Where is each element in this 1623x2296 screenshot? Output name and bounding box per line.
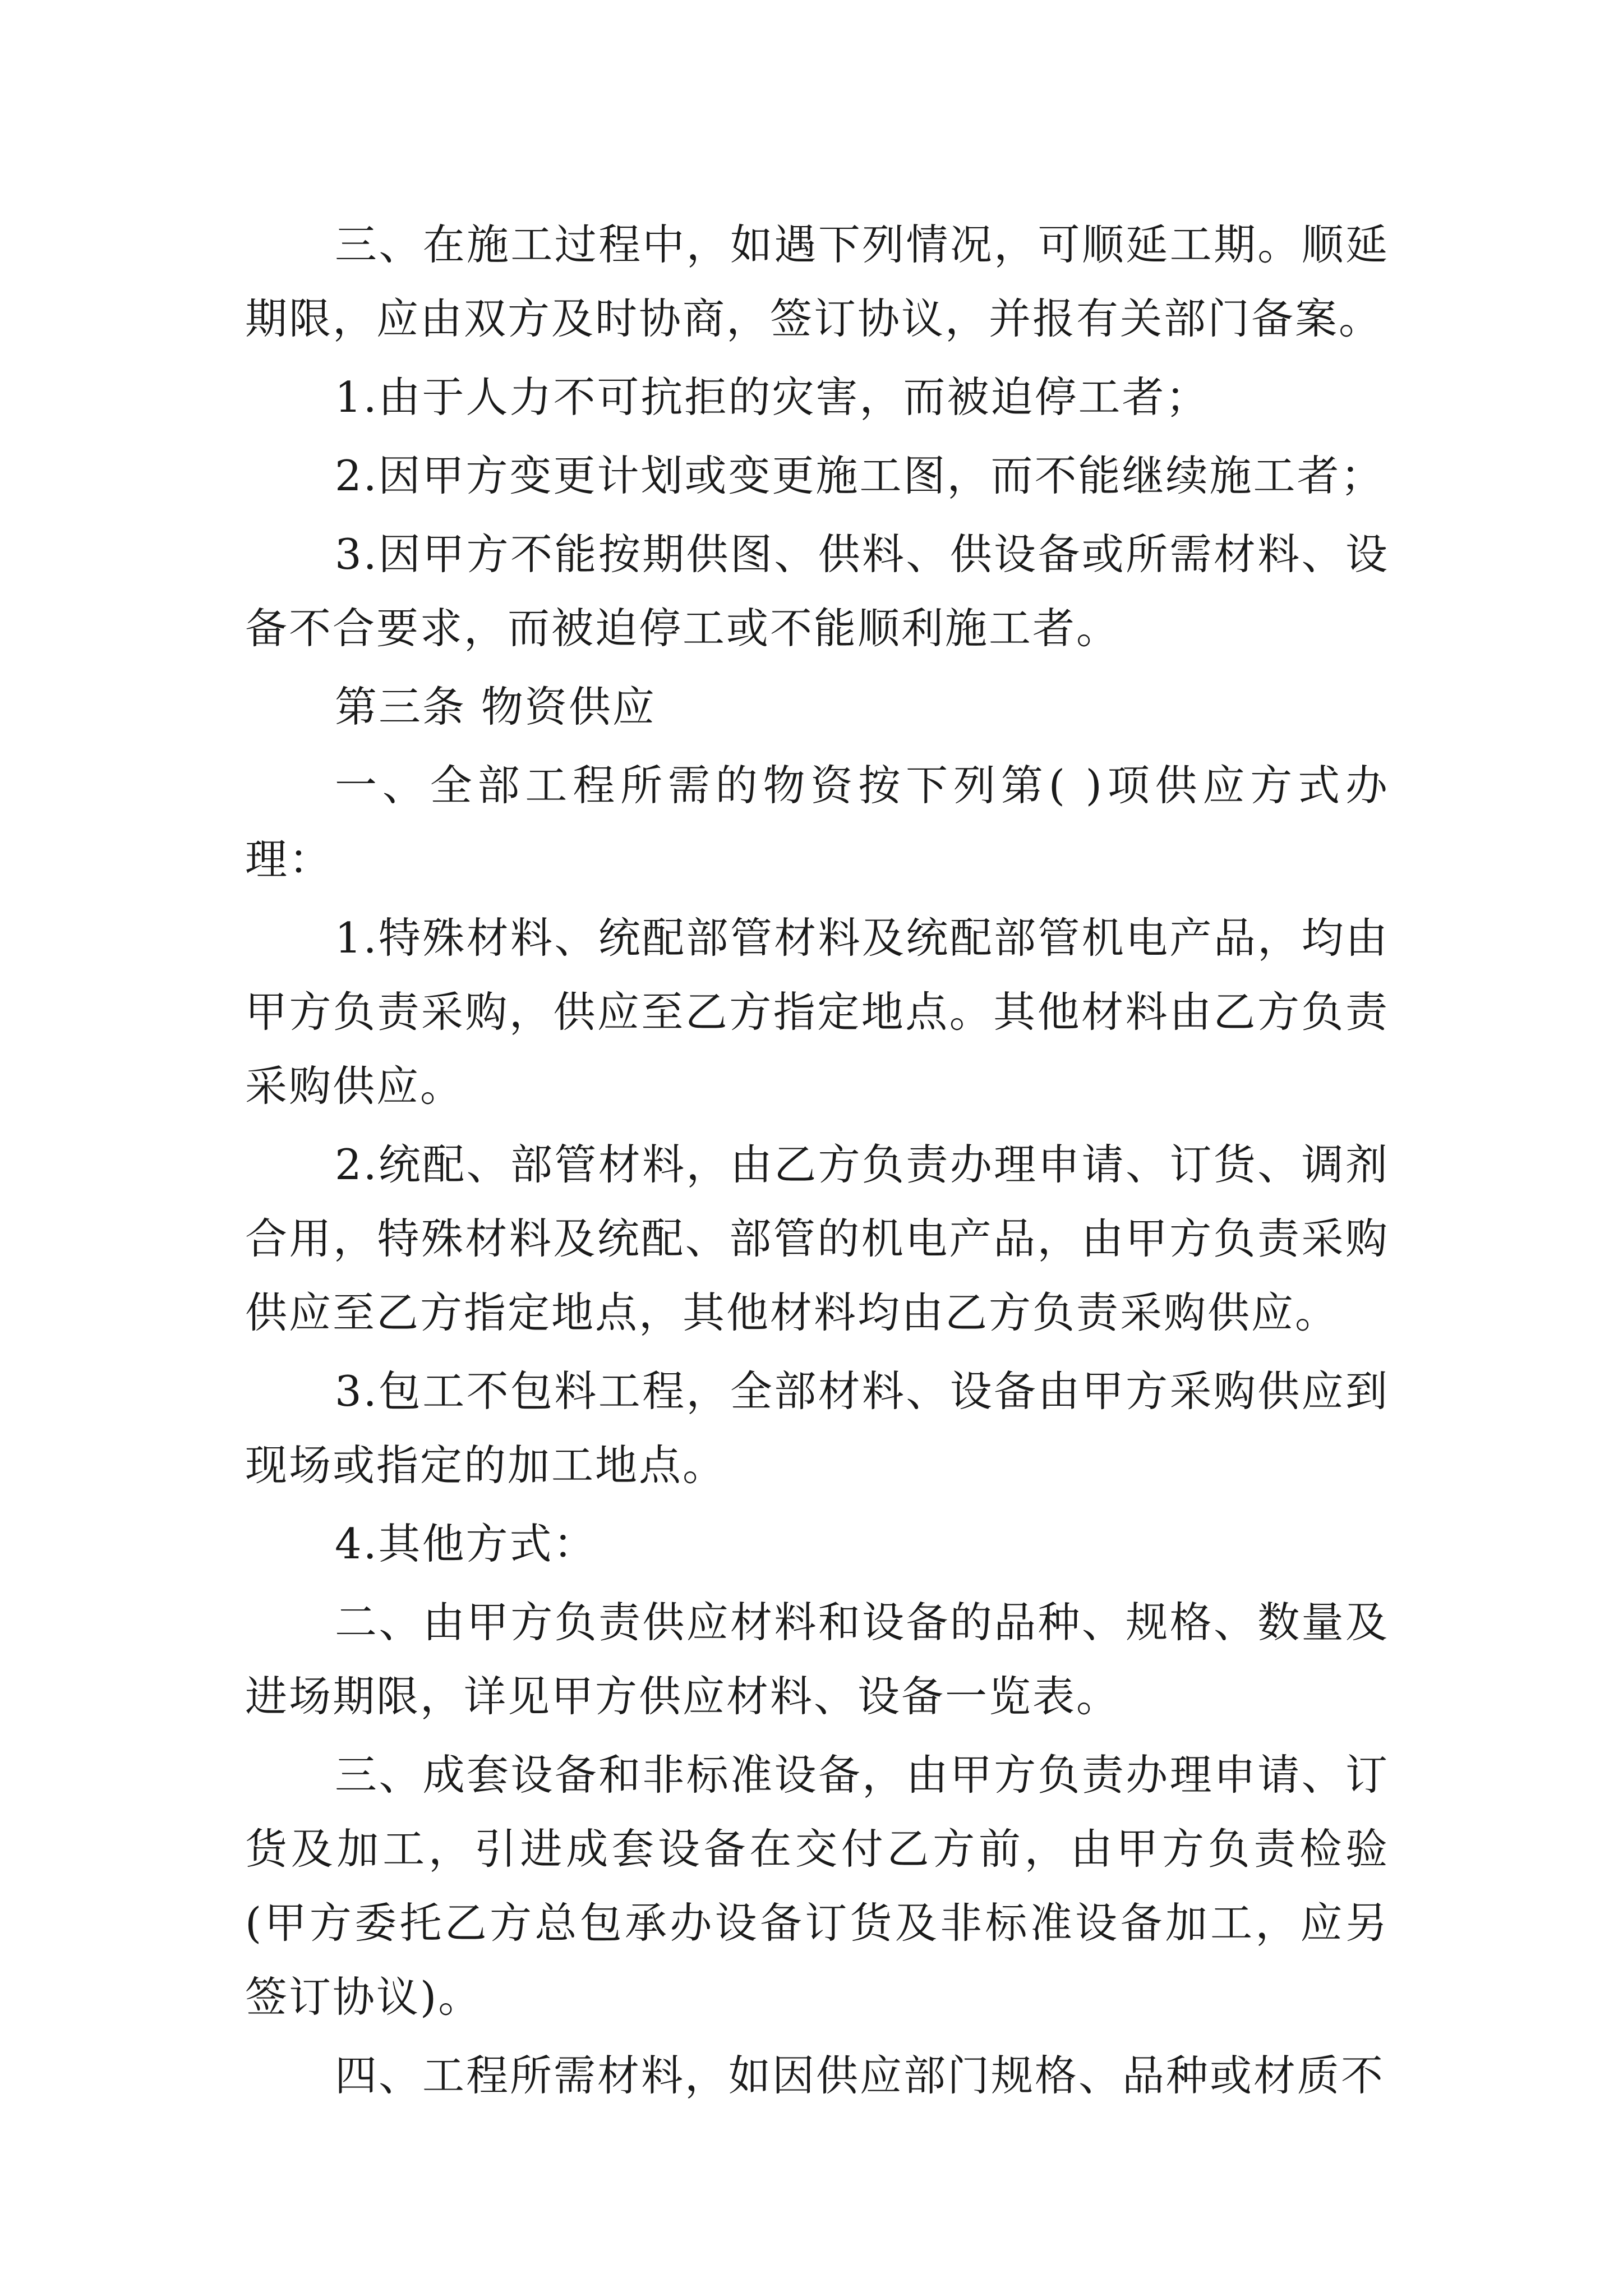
document-page [245, 208, 1389, 2117]
paragraph-item-force-majeure: 1.由于人力不可抗拒的灾害，而被迫停工者； [335, 372, 1210, 422]
paragraph-method-4: 4.其他方式： [335, 1519, 597, 1568]
paragraph-supply-list: 二、由甲方负责供应材料和设备的品种、规格、数量及进场期限，详见甲方供应材料、设备一览表。 [245, 1598, 1389, 1721]
paragraph-item-supply-delay: 3.因甲方不能按期供图、供料、供设备或所需材料、设备不合要求，而被迫停工或不能顺利施工者。 [245, 530, 1389, 653]
section-heading-article-3: 第三条 物资供应 [335, 682, 656, 731]
paragraph-method-3: 3.包工不包料工程，全部材料、设备由甲方采购供应到现场或指定的加工地点。 [245, 1366, 1389, 1490]
paragraph-complete-equipment: 三、成套设备和非标准设备，由甲方负责办理申请、订货及加工，引进成套设备在交付乙方前，由甲方负责检验(甲方委托乙方总包承办设备订货及非标准设备加工，应另签订协议)。 [245, 1750, 1389, 2022]
paragraph-method-2: 2.统配、部管材料，由乙方负责办理申请、订货、调剂合用，特殊材料及统配、部管的机电产品，由甲方负责采购供应至乙方指定地点，其他材料均由乙方负责采购供应。 [245, 1140, 1389, 1337]
paragraph-method-1: 1.特殊材料、统配部管材料及统配部管机电产品，均由甲方负责采购，供应至乙方指定地点。其他材料由乙方负责采购供应。 [245, 913, 1389, 1111]
paragraph-material-spec: 四、工程所需材料，如因供应部门规格、品种或材质不 [335, 2051, 1385, 2100]
paragraph-item-plan-change: 2.因甲方变更计划或变更施工图，而不能继续施工者； [335, 451, 1385, 500]
paragraph-extension-conditions: 三、在施工过程中，如遇下列情况，可顺延工期。顺延期限，应由双方及时协商，签订协议，并报有关部门备案。 [245, 220, 1389, 343]
paragraph-supply-methods: 一、全部工程所需的物资按下列第( )项供应方式办理： [245, 761, 1389, 884]
